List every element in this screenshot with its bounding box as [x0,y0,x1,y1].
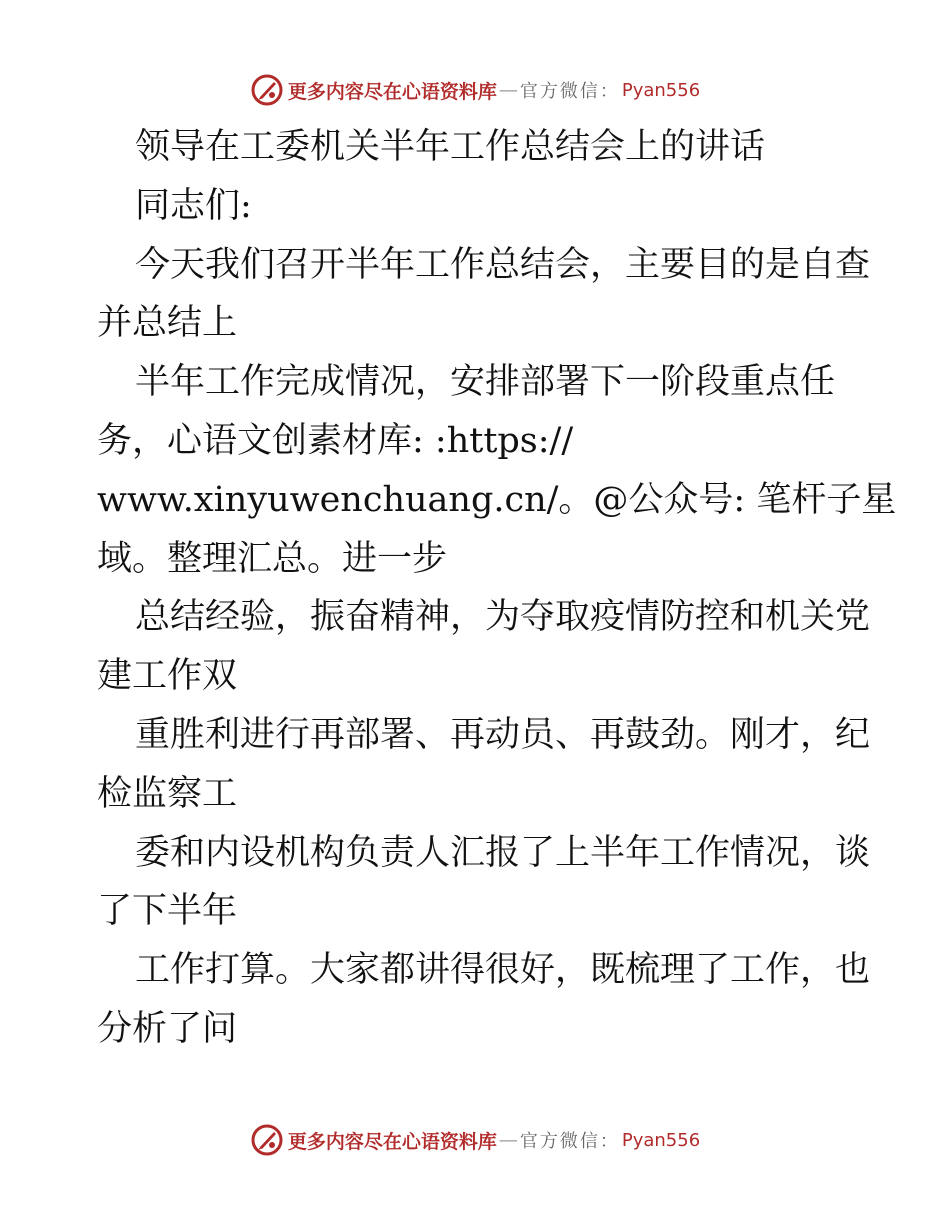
text-line: www.xinyuwenchuang.cn/。@公众号: 笔杆子星 [97,479,897,520]
footer-banner [0,1120,950,1160]
banner-brand-text: 更多内容尽在心语资料库 [287,80,497,103]
banner-dash: — [498,1129,518,1151]
salutation: 同志们: [135,185,252,226]
text-line: 半年工作完成情况，安排部署下一阶段重点任 [135,362,836,403]
header-banner [0,70,950,110]
text-line: 工作打算。大家都讲得很好，既梳理了工作，也 [135,950,871,991]
banner-brand-text: 更多内容尽在心语资料库 [287,1130,497,1153]
banner-official-label: 官方微信： [519,81,620,102]
banner-official-label: 官方微信： [519,1131,620,1152]
quill-ink-logo-icon [250,73,284,107]
text-line: 委和内设机构负责人汇报了上半年工作情况，谈 [135,832,871,873]
text-line: 今天我们召开半年工作总结会，主要目的是自查 [135,244,871,285]
text-line: 并总结上 [97,303,238,344]
text-line: 务，心语文创素材库: :https:// [97,420,574,461]
banner-wechat-id: Pyan556 [621,1129,701,1151]
text-line: 了下半年 [97,891,238,932]
text-line: 域。整理汇总。进一步 [97,538,448,579]
text-line: 建工作双 [97,656,238,697]
quill-ink-logo-icon [250,1123,284,1157]
text-line: 分析了问 [97,1008,238,1049]
text-line: 检监察工 [97,773,238,814]
document-body [97,118,897,1059]
banner-dash: — [498,79,518,101]
text-line: 重胜利进行再部署、再动员、再鼓劲。刚才，纪 [135,714,871,755]
text-line: 总结经验，振奋精神，为夺取疫情防控和机关党 [135,597,871,638]
document-title: 领导在工委机关半年工作总结会上的讲话 [135,127,766,167]
banner-wechat-id: Pyan556 [621,79,701,101]
